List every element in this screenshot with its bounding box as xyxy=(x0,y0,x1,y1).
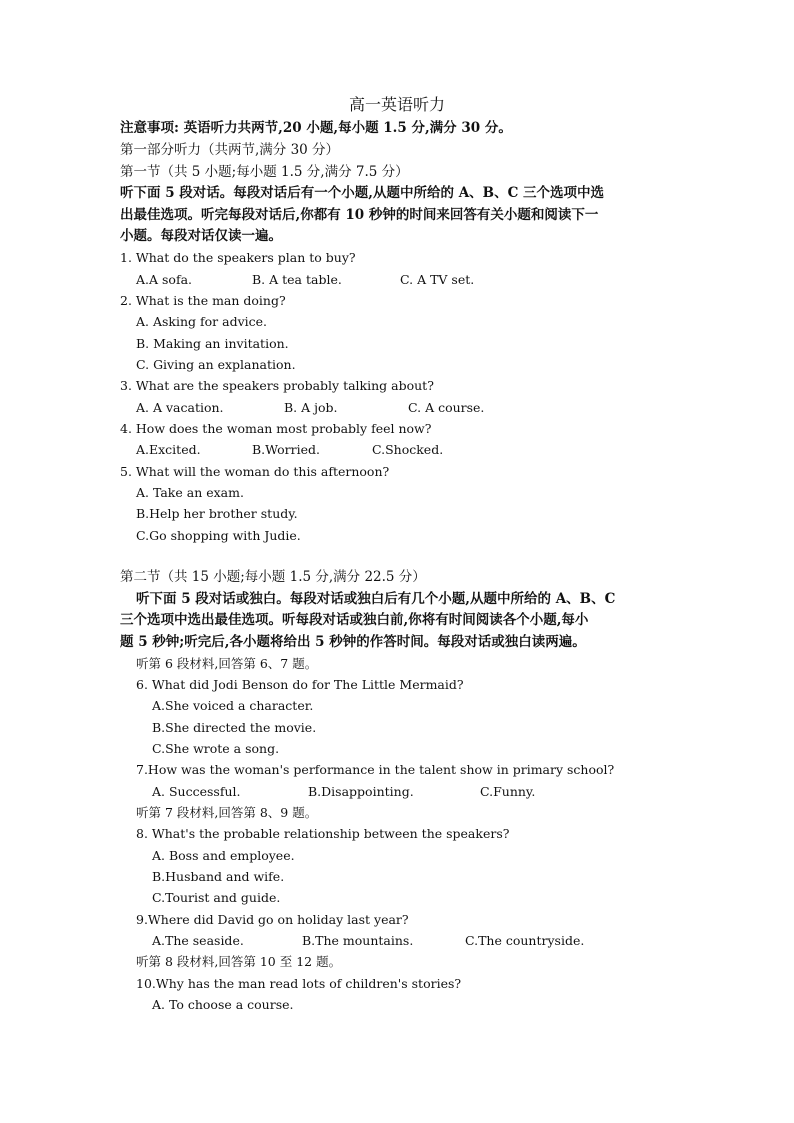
question-9: 9.Where did David go on holiday last year? xyxy=(136,912,409,927)
section1-instruction-line: 听下面 5 段对话。每段对话后有一个小题,从题中所给的 A、B、C 三个选项中选 xyxy=(120,185,605,201)
q7-option-c: C.Funny. xyxy=(480,784,536,799)
page-title: 高一英语听力 xyxy=(348,95,445,114)
section1-instruction-line: 小题。每段对话仅读一遍。 xyxy=(120,228,282,244)
q5-option-b: B.Help her brother study. xyxy=(136,506,298,521)
q6-option-c: C.She wrote a song. xyxy=(152,741,280,756)
section2-instruction-line: 听下面 5 段对话或独白。每段对话或独白后有几个小题,从题中所给的 A、B、C xyxy=(136,591,616,607)
material-6-label: 听第 6 段材料,回答第 6、7 题。 xyxy=(136,656,318,671)
part1-heading: 第一部分听力（共两节,满分 30 分） xyxy=(120,142,340,158)
question-6: 6. What did Jodi Benson do for The Little Mermaid? xyxy=(136,677,464,692)
q2-option-b: B. Making an invitation. xyxy=(136,336,289,351)
q6-option-a: A.She voiced a character. xyxy=(152,698,314,713)
q9-option-a: A.The seaside. xyxy=(152,933,244,948)
q4-option-c: C.Shocked. xyxy=(372,442,444,457)
section1-heading: 第一节（共 5 小题;每小题 1.5 分,满分 7.5 分） xyxy=(120,164,409,180)
material-8-label: 听第 8 段材料,回答第 10 至 12 题。 xyxy=(136,954,342,969)
question-5: 5. What will the woman do this afternoon? xyxy=(120,464,390,479)
q3-option-c: C. A course. xyxy=(408,400,485,415)
section1-instruction-line: 出最佳选项。听完每段对话后,你都有 10 秒钟的时间来回答有关小题和阅读下一 xyxy=(120,207,599,223)
q7-option-a: A. Successful. xyxy=(152,784,241,799)
question-2: 2. What is the man doing? xyxy=(120,293,286,308)
q1-option-b: B. A tea table. xyxy=(252,272,342,287)
q1-option-c: C. A TV set. xyxy=(400,272,475,287)
q3-option-b: B. A job. xyxy=(284,400,338,415)
question-7: 7.How was the woman's performance in the talent show in primary school? xyxy=(136,762,615,777)
section2-instruction-line: 题 5 秒钟;听完后,各小题将给出 5 秒钟的作答时间。每段对话或独白读两遍。 xyxy=(120,634,586,650)
q2-option-c: C. Giving an explanation. xyxy=(136,357,296,372)
question-8: 8. What's the probable relationship between the speakers? xyxy=(136,826,510,841)
q9-option-c: C.The countryside. xyxy=(465,933,585,948)
material-7-label: 听第 7 段材料,回答第 8、9 题。 xyxy=(136,805,318,820)
q8-option-b: B.Husband and wife. xyxy=(152,869,285,884)
section2-heading: 第二节（共 15 小题;每小题 1.5 分,满分 22.5 分） xyxy=(120,569,426,585)
question-1: 1. What do the speakers plan to buy? xyxy=(120,250,356,265)
q4-option-a: A.Excited. xyxy=(136,442,201,457)
q1-option-a: A.A sofa. xyxy=(136,272,192,287)
q9-option-b: B.The mountains. xyxy=(302,933,414,948)
q3-option-a: A. A vacation. xyxy=(136,400,224,415)
q8-option-c: C.Tourist and guide. xyxy=(152,890,281,905)
question-4: 4. How does the woman most probably feel now? xyxy=(120,421,432,436)
q10-option-a: A. To choose a course. xyxy=(152,997,294,1012)
question-3: 3. What are the speakers probably talking about? xyxy=(120,378,434,393)
exam-notes: 注意事项: 英语听力共两节,20 小题,每小题 1.5 分,满分 30 分。 xyxy=(120,120,512,136)
q4-option-b: B.Worried. xyxy=(252,442,321,457)
q2-option-a: A. Asking for advice. xyxy=(136,314,267,329)
q6-option-b: B.She directed the movie. xyxy=(152,720,317,735)
question-10: 10.Why has the man read lots of children's stories? xyxy=(136,976,462,991)
q7-option-b: B.Disappointing. xyxy=(308,784,414,799)
q5-option-a: A. Take an exam. xyxy=(136,485,244,500)
q5-option-c: C.Go shopping with Judie. xyxy=(136,528,301,543)
q8-option-a: A. Boss and employee. xyxy=(152,848,295,863)
section2-instruction-line: 三个选项中选出最佳选项。听每段对话或独白前,你将有时间阅读各个小题,每小 xyxy=(120,612,589,628)
